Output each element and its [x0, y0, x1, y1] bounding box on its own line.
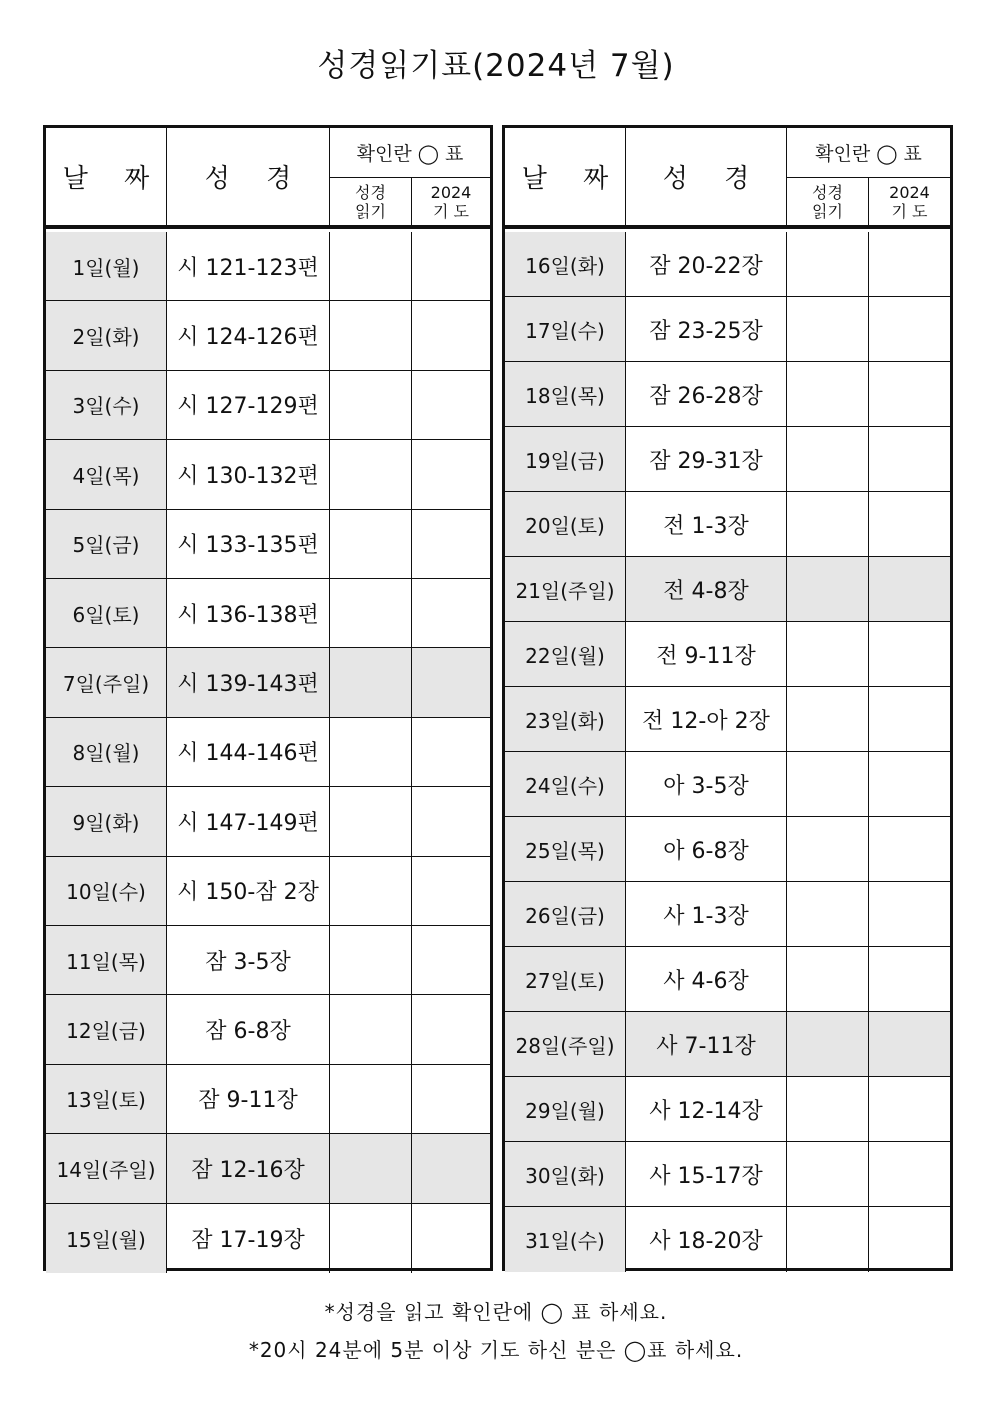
header-check: 확인란 ◯ 표: [787, 128, 950, 178]
reading-check-box[interactable]: [330, 926, 412, 995]
reading-check-box[interactable]: [787, 882, 869, 947]
header-reading: 성경 읽기: [330, 178, 412, 226]
prayer-check-box[interactable]: [869, 752, 950, 817]
prayer-check-box[interactable]: [412, 787, 490, 856]
header-scripture: 성 경: [167, 128, 330, 226]
row-date: 21일(주일): [505, 557, 626, 622]
prayer-check-box[interactable]: [869, 362, 950, 427]
row-verse: 시 133-135편: [167, 510, 330, 579]
prayer-check-box[interactable]: [412, 648, 490, 717]
reading-check-box[interactable]: [787, 687, 869, 752]
row-verse: 사 15-17장: [626, 1142, 787, 1207]
reading-check-box[interactable]: [330, 787, 412, 856]
row-verse: 잠 6-8장: [167, 995, 330, 1064]
header-check: 확인란 ◯ 표: [330, 128, 490, 178]
page-title: 성경읽기표(2024년 7월): [317, 48, 675, 84]
row-date: 30일(화): [505, 1142, 626, 1207]
row-verse: 잠 26-28장: [626, 362, 787, 427]
row-date: 7일(주일): [46, 648, 167, 717]
prayer-check-box[interactable]: [412, 718, 490, 787]
row-verse: 잠 20-22장: [626, 232, 787, 297]
row-verse: 시 124-126편: [167, 301, 330, 370]
row-verse: 잠 17-19장: [167, 1204, 330, 1273]
prayer-check-box[interactable]: [869, 297, 950, 362]
row-date: 28일(주일): [505, 1012, 626, 1077]
prayer-check-box[interactable]: [869, 427, 950, 492]
reading-check-box[interactable]: [787, 1207, 869, 1272]
row-verse: 전 12-아 2장: [626, 687, 787, 752]
row-date: 14일(주일): [46, 1134, 167, 1203]
prayer-check-box[interactable]: [869, 882, 950, 947]
row-date: 22일(월): [505, 622, 626, 687]
row-date: 13일(토): [46, 1065, 167, 1134]
prayer-check-box[interactable]: [412, 926, 490, 995]
row-date: 10일(수): [46, 857, 167, 926]
reading-check-box[interactable]: [330, 232, 412, 301]
row-verse: 잠 9-11장: [167, 1065, 330, 1134]
row-verse: 시 127-129편: [167, 371, 330, 440]
reading-check-box[interactable]: [787, 427, 869, 492]
prayer-check-box[interactable]: [412, 1204, 490, 1273]
header-date: 날 짜: [505, 128, 626, 226]
row-date: 12일(금): [46, 995, 167, 1064]
row-verse: 시 150-잠 2장: [167, 857, 330, 926]
row-verse: 사 12-14장: [626, 1077, 787, 1142]
prayer-check-box[interactable]: [869, 1012, 950, 1077]
header-scripture: 성 경: [626, 128, 787, 226]
row-date: 4일(목): [46, 440, 167, 509]
reading-check-box[interactable]: [787, 622, 869, 687]
reading-table-left: [43, 125, 493, 1271]
header-prayer: 2024 기 도: [412, 178, 490, 226]
header-prayer: 2024 기 도: [869, 178, 950, 226]
prayer-check-box[interactable]: [869, 687, 950, 752]
reading-check-box[interactable]: [330, 718, 412, 787]
prayer-check-box[interactable]: [869, 1142, 950, 1207]
prayer-check-box[interactable]: [869, 1077, 950, 1142]
row-date: 25일(목): [505, 817, 626, 882]
reading-check-box[interactable]: [330, 440, 412, 509]
row-date: 9일(화): [46, 787, 167, 856]
prayer-check-box[interactable]: [412, 301, 490, 370]
prayer-check-box[interactable]: [412, 371, 490, 440]
reading-check-box[interactable]: [330, 857, 412, 926]
row-date: 3일(수): [46, 371, 167, 440]
reading-check-box[interactable]: [787, 232, 869, 297]
row-date: 15일(월): [46, 1204, 167, 1273]
reading-check-box[interactable]: [787, 817, 869, 882]
row-verse: 잠 12-16장: [167, 1134, 330, 1203]
row-verse: 전 4-8장: [626, 557, 787, 622]
row-date: 8일(월): [46, 718, 167, 787]
prayer-check-box[interactable]: [412, 1134, 490, 1203]
row-date: 29일(월): [505, 1077, 626, 1142]
row-verse: 잠 23-25장: [626, 297, 787, 362]
prayer-check-box[interactable]: [869, 492, 950, 557]
row-date: 24일(수): [505, 752, 626, 817]
reading-check-box[interactable]: [330, 1204, 412, 1273]
row-verse: 시 121-123편: [167, 232, 330, 301]
prayer-check-box[interactable]: [869, 557, 950, 622]
reading-check-box[interactable]: [330, 1134, 412, 1203]
prayer-check-box[interactable]: [869, 947, 950, 1012]
reading-check-box[interactable]: [330, 995, 412, 1064]
row-verse: 사 1-3장: [626, 882, 787, 947]
row-date: 11일(목): [46, 926, 167, 995]
row-verse: 시 144-146편: [167, 718, 330, 787]
reading-check-box[interactable]: [330, 579, 412, 648]
row-date: 31일(수): [505, 1207, 626, 1272]
row-verse: 전 9-11장: [626, 622, 787, 687]
header-separator: [505, 226, 950, 229]
note-prayer: *20시 24분에 5분 이상 기도 하신 분은 ◯표 하세요.: [248, 1338, 744, 1362]
row-verse: 사 4-6장: [626, 947, 787, 1012]
header-separator: [46, 226, 490, 229]
row-verse: 시 136-138편: [167, 579, 330, 648]
reading-check-box[interactable]: [787, 752, 869, 817]
row-date: 1일(월): [46, 232, 167, 301]
prayer-check-box[interactable]: [412, 1065, 490, 1134]
row-date: 18일(목): [505, 362, 626, 427]
prayer-check-box[interactable]: [412, 510, 490, 579]
row-verse: 아 3-5장: [626, 752, 787, 817]
prayer-check-box[interactable]: [869, 622, 950, 687]
header-reading: 성경 읽기: [787, 178, 869, 226]
reading-check-box[interactable]: [787, 297, 869, 362]
prayer-check-box[interactable]: [412, 995, 490, 1064]
reading-check-box[interactable]: [330, 648, 412, 717]
row-verse: 사 7-11장: [626, 1012, 787, 1077]
row-date: 5일(금): [46, 510, 167, 579]
row-date: 2일(화): [46, 301, 167, 370]
note-reading: *성경을 읽고 확인란에 ◯ 표 하세요.: [324, 1300, 668, 1324]
row-verse: 전 1-3장: [626, 492, 787, 557]
row-verse: 시 130-132편: [167, 440, 330, 509]
row-verse: 아 6-8장: [626, 817, 787, 882]
prayer-check-box[interactable]: [412, 857, 490, 926]
reading-check-box[interactable]: [787, 362, 869, 427]
header-date: 날 짜: [46, 128, 167, 226]
prayer-check-box[interactable]: [869, 817, 950, 882]
row-date: 16일(화): [505, 232, 626, 297]
reading-check-box[interactable]: [330, 510, 412, 579]
row-date: 26일(금): [505, 882, 626, 947]
row-verse: 잠 29-31장: [626, 427, 787, 492]
reading-check-box[interactable]: [787, 1077, 869, 1142]
row-date: 19일(금): [505, 427, 626, 492]
row-date: 20일(토): [505, 492, 626, 557]
reading-check-box[interactable]: [330, 1065, 412, 1134]
prayer-check-box[interactable]: [869, 1207, 950, 1272]
reading-check-box[interactable]: [330, 371, 412, 440]
row-verse: 사 18-20장: [626, 1207, 787, 1272]
reading-check-box[interactable]: [787, 557, 869, 622]
reading-check-box[interactable]: [330, 301, 412, 370]
row-date: 23일(화): [505, 687, 626, 752]
prayer-check-box[interactable]: [869, 232, 950, 297]
reading-check-box[interactable]: [787, 492, 869, 557]
reading-check-box[interactable]: [787, 947, 869, 1012]
reading-table-right: [502, 125, 953, 1271]
row-verse: 시 147-149편: [167, 787, 330, 856]
reading-check-box[interactable]: [787, 1012, 869, 1077]
reading-check-box[interactable]: [787, 1142, 869, 1207]
prayer-check-box[interactable]: [412, 579, 490, 648]
prayer-check-box[interactable]: [412, 440, 490, 509]
row-verse: 잠 3-5장: [167, 926, 330, 995]
row-date: 6일(토): [46, 579, 167, 648]
row-date: 27일(토): [505, 947, 626, 1012]
prayer-check-box[interactable]: [412, 232, 490, 301]
row-verse: 시 139-143편: [167, 648, 330, 717]
row-date: 17일(수): [505, 297, 626, 362]
